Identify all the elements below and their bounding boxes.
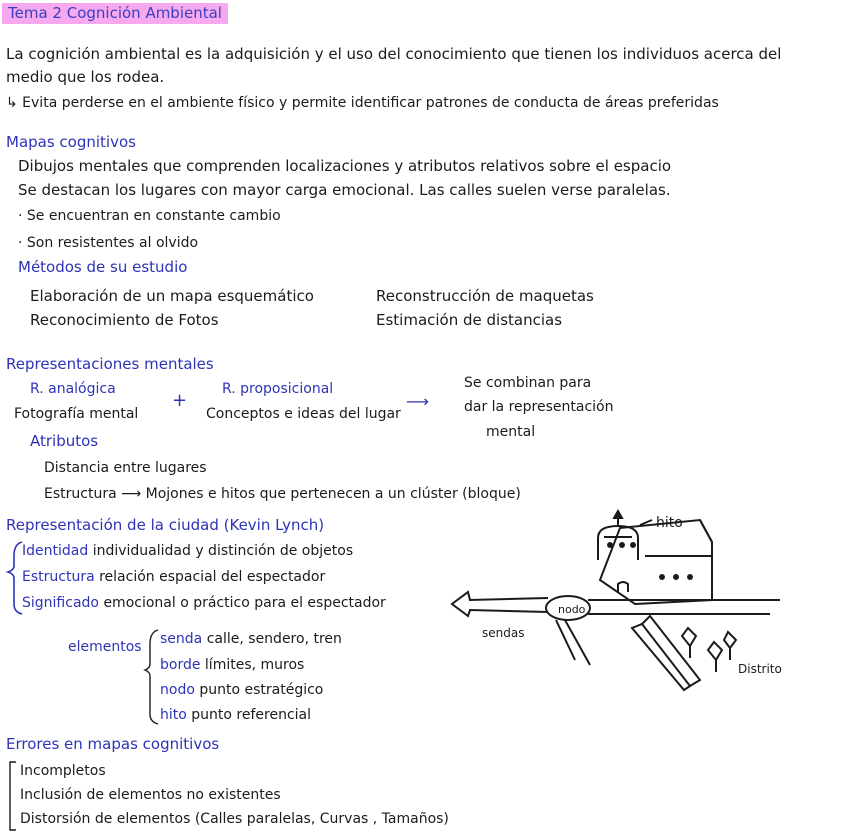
result-line-3: mental [486, 424, 536, 440]
sendas-drawing-label: sendas [482, 626, 525, 640]
error-item: Distorsión de elementos (Calles paralelas, Curvas , Tamaños) [20, 811, 449, 827]
ciudad-term: Significado [22, 595, 99, 611]
proposicional-desc: Conceptos e ideas del lugar [206, 406, 401, 422]
errores-heading: Errores en mapas cognitivos [6, 735, 220, 753]
error-item: Incompletos [20, 763, 106, 779]
elemento-desc: calle, sendero, tren [206, 631, 342, 647]
atributos-heading: Atributos [30, 432, 99, 450]
building-shape [600, 520, 712, 604]
elemento-term: borde [160, 657, 201, 673]
nodo-drawing-label: nodo [558, 603, 586, 616]
metodos-heading: Métodos de su estudio [18, 258, 188, 276]
hito-drawing-label: hito [656, 515, 683, 531]
distrito-drawing-label: Distrito [738, 662, 782, 676]
mapas-bullet-2: · Son resistentes al olvido [18, 235, 199, 251]
intro-line-2: medio que los rodea. [6, 68, 165, 86]
page-title: Tema 2 Cognición Ambiental [2, 3, 228, 24]
analogica-label: R. analógica [30, 381, 116, 397]
elementos-label: elementos [68, 639, 142, 655]
error-item: Inclusión de elementos no existentes [20, 787, 281, 803]
metodo-item: Elaboración de un mapa esquemático [30, 287, 314, 305]
ciudad-term: Identidad [22, 543, 89, 559]
plus-sign: + [172, 390, 188, 411]
errores-bracket [10, 762, 16, 830]
senda-road [452, 592, 548, 616]
ciudad-desc: emocional o práctico para el espectador [103, 595, 386, 611]
proposicional-label: R. proposicional [222, 381, 334, 397]
analogica-desc: Fotografía mental [14, 406, 139, 422]
elemento-desc: punto referencial [191, 707, 312, 723]
elementos-bracket [145, 630, 158, 724]
representaciones-heading: Representaciones mentales [6, 355, 214, 373]
result-line-1: Se combinan para [464, 375, 592, 391]
atributo-item: Estructura ⟶ Mojones e hitos que pertenecen a un clúster (bloque) [44, 486, 521, 502]
ciudad-desc: relación espacial del espectador [99, 569, 326, 585]
ciudad-bracket [8, 542, 22, 614]
elemento-term: nodo [160, 682, 195, 698]
metodo-item: Reconstrucción de maquetas [376, 287, 594, 305]
result-line-2: dar la representación [464, 399, 614, 415]
elemento-desc: límites, muros [204, 657, 305, 673]
elemento-desc: punto estratégico [199, 682, 324, 698]
metodo-item: Estimación de distancias [376, 311, 563, 329]
elemento-term: senda [160, 631, 203, 647]
ciudad-term: Estructura [22, 569, 95, 585]
ciudad-heading: Representación de la ciudad (Kevin Lynch) [6, 516, 325, 534]
mapas-heading: Mapas cognitivos [6, 133, 136, 151]
intro-line-1: La cognición ambiental es la adquisición y el uso del conocimiento que tienen los individuos acerca del [6, 45, 782, 63]
city-drawing [452, 511, 780, 690]
combine-arrow: ⟶ [406, 392, 429, 411]
intro-line-3: ↳ Evita perderse en el ambiente físico y permite identificar patrones de conducta de áreas preferidas [6, 95, 719, 111]
mapas-bullet-1: · Se encuentran en constante cambio [18, 208, 281, 224]
atributo-item: Distancia entre lugares [44, 460, 207, 476]
mapas-line-1: Dibujos mentales que comprenden localizaciones y atributos relativos sobre el espacio [18, 157, 672, 175]
elemento-term: hito [160, 707, 187, 723]
mapas-line-2: Se destacan los lugares con mayor carga emocional. Las calles suelen verse paralelas. [18, 181, 671, 199]
ciudad-desc: individualidad y distinción de objetos [92, 543, 354, 559]
metodo-item: Reconocimiento de Fotos [30, 311, 219, 329]
